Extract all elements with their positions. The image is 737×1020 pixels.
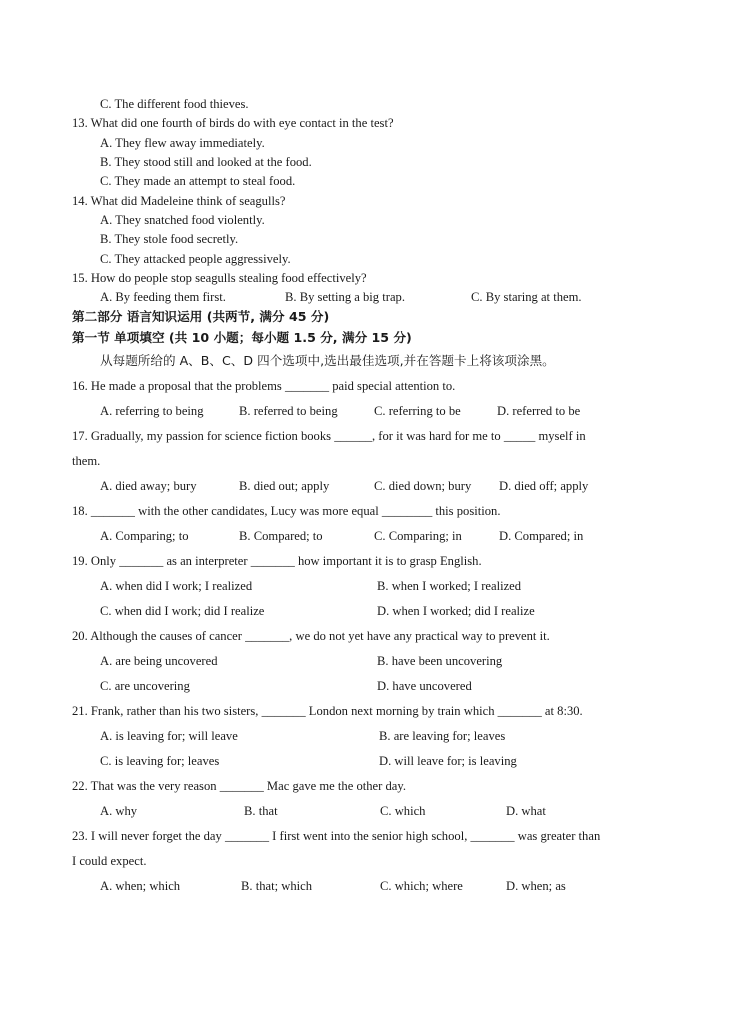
question-stem: 23. I will never forget the day _______ I first went into the senior high school, _______ was greater than: [72, 829, 601, 843]
option-d: D. will leave for; is leaving: [379, 754, 517, 768]
question-14-stem: [0, 191, 737, 211]
option-c: C. They attacked people aggressively.: [100, 252, 291, 266]
question-17-stem-line-2: [0, 451, 737, 471]
option-b: B. that: [244, 804, 278, 818]
option-a: A. are being uncovered: [100, 654, 218, 668]
question-13-stem: [0, 113, 737, 133]
option-d: D. when; as: [506, 879, 566, 893]
option-a: A. died away; bury: [100, 479, 197, 493]
option-a: A. why: [100, 804, 138, 818]
option-b: B. when I worked; I realized: [377, 579, 522, 593]
option-a: A. when did I work; I realized: [100, 579, 253, 593]
section-instruction: [0, 351, 737, 371]
option-c: C. which: [380, 804, 426, 818]
question-15-stem: [0, 268, 737, 288]
option-b: B. referred to being: [239, 404, 338, 418]
question-20-options-row-1: [0, 651, 737, 671]
question-14-option-c-row: [0, 249, 737, 269]
question-13-option-c-row: [0, 171, 737, 191]
option-c: C. They made an attempt to steal food.: [100, 174, 296, 188]
option-c: C. Comparing; in: [374, 529, 462, 543]
question-stem-continued: I could expect.: [72, 854, 147, 868]
question-23-options: [0, 876, 737, 896]
question-stem: 19. Only _______ as an interpreter _______ how important it is to grasp English.: [72, 554, 482, 568]
option-d: D. died off; apply: [499, 479, 589, 493]
option-a: A. referring to being: [100, 404, 204, 418]
option-d: D. when I worked; did I realize: [377, 604, 535, 618]
option-c: C. By staring at them.: [471, 290, 582, 304]
option-d: D. what: [506, 804, 546, 818]
question-stem: 22. That was the very reason _______ Mac gave me the other day.: [72, 779, 406, 793]
question-stem: 16. He made a proposal that the problems _______ paid special attention to.: [72, 379, 456, 393]
option-a: A. They snatched food violently.: [100, 213, 265, 227]
question-20-stem: [0, 626, 737, 646]
option-b: B. died out; apply: [239, 479, 330, 493]
question-stem: 13. What did one fourth of birds do with eye contact in the test?: [72, 116, 394, 130]
question-stem: 14. What did Madeleine think of seagulls?: [72, 194, 286, 208]
question-18-stem: [0, 501, 737, 521]
option-b: B. They stole food secretly.: [100, 232, 239, 246]
question-stem: 15. How do people stop seagulls stealing food effectively?: [72, 271, 367, 285]
question-19-options-row-2: [0, 601, 737, 621]
option-c: C. when did I work; did I realize: [100, 604, 265, 618]
question-21-stem: [0, 701, 737, 721]
option-b: B. are leaving for; leaves: [379, 729, 506, 743]
question-22-options: [0, 801, 737, 821]
question-21-options-row-1: [0, 726, 737, 746]
option-b: B. They stood still and looked at the food.: [100, 155, 312, 169]
question-16-options: [0, 401, 737, 421]
section-one-heading: [0, 328, 737, 348]
question-stem: 20. Although the causes of cancer _______, we do not yet have any practical way to prevent it.: [72, 629, 550, 643]
question-13-option-a-row: [0, 133, 737, 153]
option-d: D. have uncovered: [377, 679, 472, 693]
option-a: A. By feeding them first.: [100, 290, 226, 304]
option-c: C. died down; bury: [374, 479, 472, 493]
question-19-stem: [0, 551, 737, 571]
option-b: B. have been uncovering: [377, 654, 503, 668]
question-stem-continued: them.: [72, 454, 101, 468]
option-c: C. are uncovering: [100, 679, 190, 693]
part-two-heading: [0, 307, 737, 327]
option-d: D. Compared; in: [499, 529, 584, 543]
instruction-text: 从每题所给的 A、B、C、D 四个选项中,选出最佳选项,并在答题卡上将该项涂黑。: [100, 353, 555, 368]
question-13-option-b-row: [0, 152, 737, 172]
question-17-options: [0, 476, 737, 496]
question-17-stem-line-1: [0, 426, 737, 446]
question-20-options-row-2: [0, 676, 737, 696]
option-c: C. referring to be: [374, 404, 461, 418]
question-15-options: [0, 287, 737, 307]
option-a: A. Comparing; to: [100, 529, 189, 543]
option-a: A. They flew away immediately.: [100, 136, 265, 150]
question-23-stem-line-2: [0, 851, 737, 871]
option-b: B. Compared; to: [239, 529, 323, 543]
option-a: A. when; which: [100, 879, 181, 893]
question-stem: 17. Gradually, my passion for science fiction books ______, for it was hard for me to _____ myself in: [72, 429, 586, 443]
option-c: C. The different food thieves.: [100, 97, 249, 111]
option-b: B. By setting a big trap.: [285, 290, 405, 304]
question-23-stem-line-1: [0, 826, 737, 846]
question-14-option-a-row: [0, 210, 737, 230]
section-subtitle: 第一节 单项填空 (共 10 小题；每小题 1.5 分, 满分 15 分): [72, 330, 412, 345]
option-a: A. is leaving for; will leave: [100, 729, 238, 743]
question-18-options: [0, 526, 737, 546]
question-21-options-row-2: [0, 751, 737, 771]
question-14-option-b-row: [0, 229, 737, 249]
section-title: 第二部分 语言知识运用 (共两节, 满分 45 分): [72, 309, 330, 324]
question-stem: 18. _______ with the other candidates, Lucy was more equal ________ this position.: [72, 504, 501, 518]
option-c: C. which; where: [380, 879, 463, 893]
question-12-option-c-row: [0, 94, 737, 114]
option-d: D. referred to be: [497, 404, 581, 418]
option-c: C. is leaving for; leaves: [100, 754, 220, 768]
question-19-options-row-1: [0, 576, 737, 596]
question-stem: 21. Frank, rather than his two sisters, _______ London next morning by train which _______ at 8:30.: [72, 704, 583, 718]
question-16-stem: [0, 376, 737, 396]
option-b: B. that; which: [241, 879, 313, 893]
question-22-stem: [0, 776, 737, 796]
